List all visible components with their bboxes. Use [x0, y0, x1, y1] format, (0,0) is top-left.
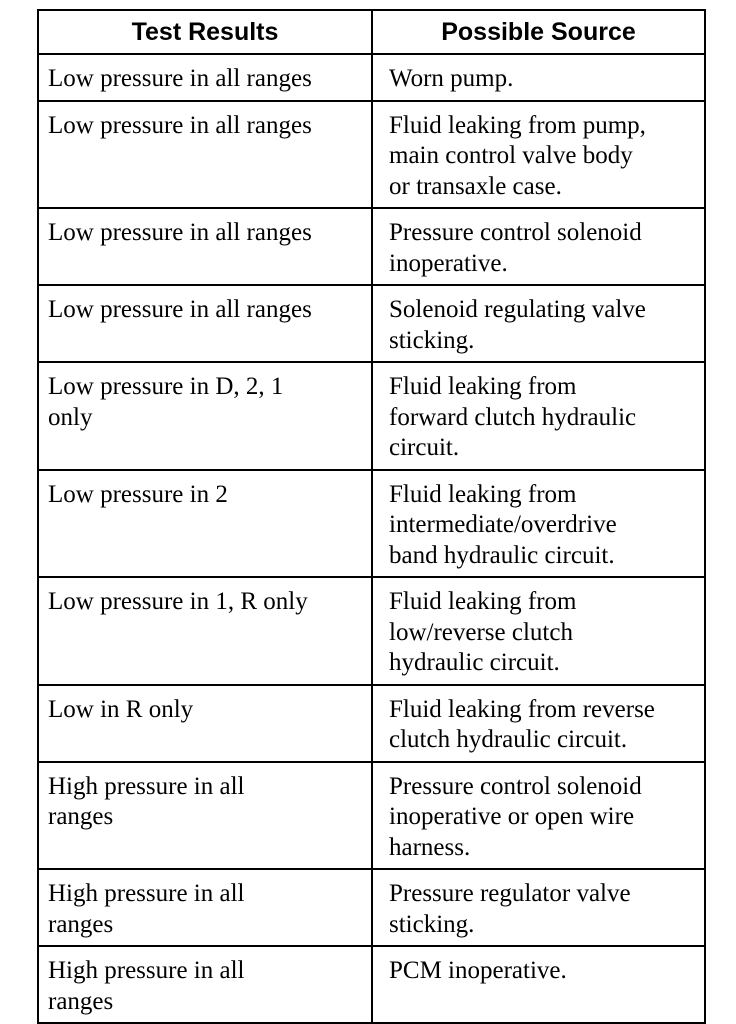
- possible-source-cell: Fluid leaking from reverse clutch hydraulic circuit.: [372, 685, 705, 762]
- test-result-cell: Low in R only: [38, 685, 372, 762]
- possible-source-cell: PCM inoperative.: [372, 946, 705, 1023]
- test-result-cell: Low pressure in all ranges: [38, 54, 372, 101]
- test-result-cell: Low pressure in all ranges: [38, 285, 372, 362]
- table-row: [38, 54, 705, 101]
- possible-source-cell: Worn pump.: [372, 54, 705, 101]
- possible-source-cell: Fluid leaking from intermediate/overdrive band hydraulic circuit.: [372, 470, 705, 578]
- header-possible-source: Possible Source: [372, 10, 705, 54]
- table-row: [38, 685, 705, 762]
- test-result-cell: Low pressure in D, 2, 1 only: [38, 362, 372, 470]
- pressure-test-table: [37, 9, 706, 1024]
- possible-source-cell: Fluid leaking from low/reverse clutch hydraulic circuit.: [372, 577, 705, 685]
- table-row: [38, 208, 705, 285]
- table-header-row: [38, 10, 705, 54]
- possible-source-cell: Pressure control solenoid inoperative or open wire harness.: [372, 762, 705, 870]
- possible-source-cell: Fluid leaking from forward clutch hydraulic circuit.: [372, 362, 705, 470]
- header-test-results: Test Results: [38, 10, 372, 54]
- table-row: [38, 470, 705, 578]
- possible-source-cell: Pressure control solenoid inoperative.: [372, 208, 705, 285]
- possible-source-cell: Solenoid regulating valve sticking.: [372, 285, 705, 362]
- table-row: [38, 285, 705, 362]
- test-result-cell: High pressure in all ranges: [38, 762, 372, 870]
- test-result-cell: Low pressure in 2: [38, 470, 372, 578]
- possible-source-cell: Fluid leaking from pump, main control valve body or transaxle case.: [372, 101, 705, 209]
- test-result-cell: Low pressure in all ranges: [38, 101, 372, 209]
- test-result-cell: High pressure in all ranges: [38, 946, 372, 1023]
- table-row: [38, 362, 705, 470]
- table-row: [38, 577, 705, 685]
- table-row: [38, 762, 705, 870]
- possible-source-cell: Pressure regulator valve sticking.: [372, 869, 705, 946]
- test-result-cell: Low pressure in all ranges: [38, 208, 372, 285]
- test-result-cell: Low pressure in 1, R only: [38, 577, 372, 685]
- table-row: [38, 946, 705, 1023]
- table-row: [38, 101, 705, 209]
- test-result-cell: High pressure in all ranges: [38, 869, 372, 946]
- table-row: [38, 869, 705, 946]
